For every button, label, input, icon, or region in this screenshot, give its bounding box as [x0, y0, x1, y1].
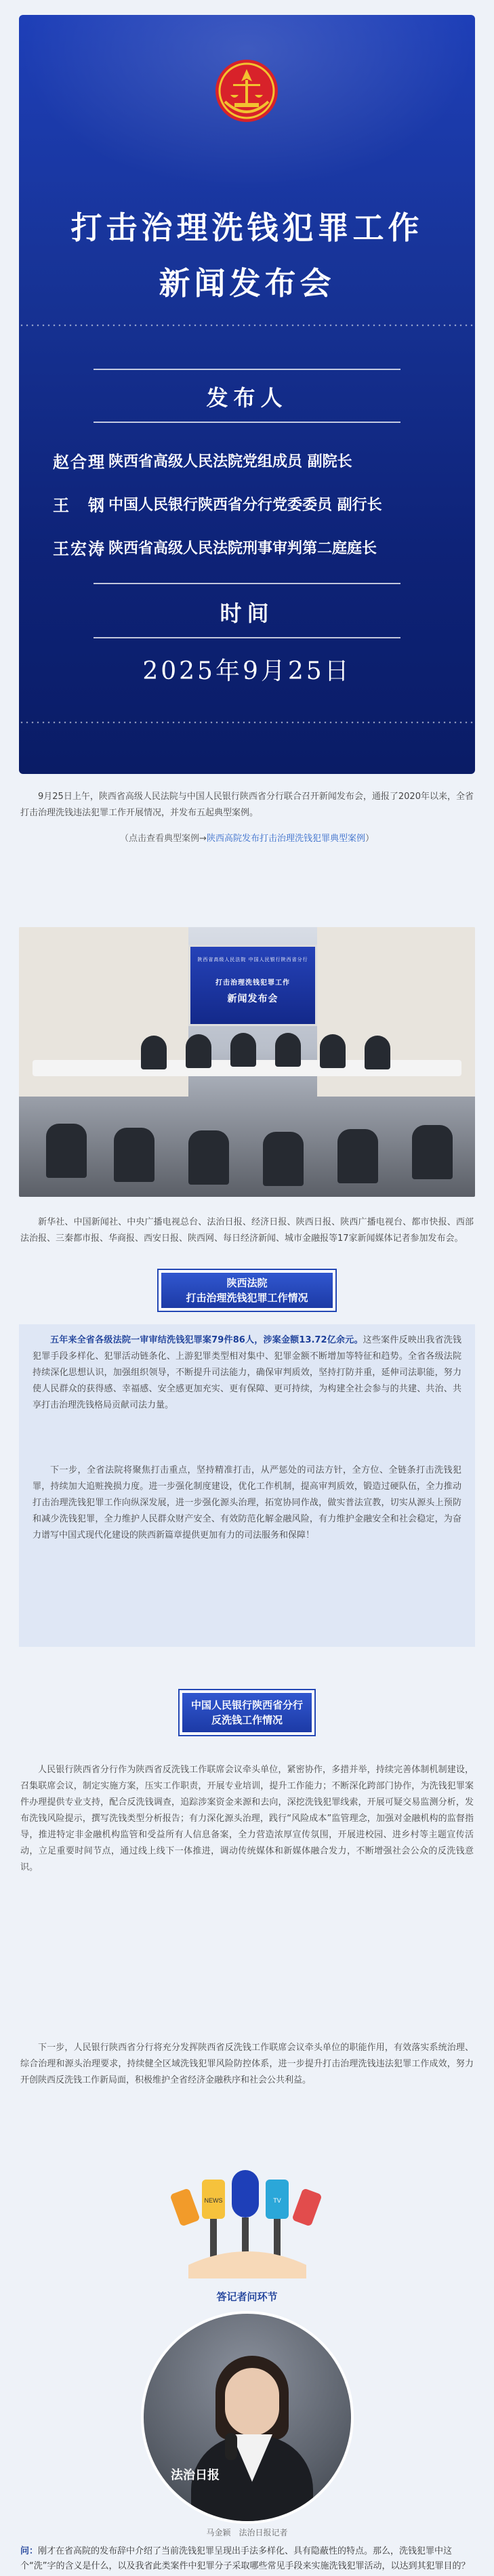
attendee	[275, 1033, 301, 1067]
press-conference-photo	[19, 927, 475, 1197]
question-label: 问：	[20, 2546, 39, 2556]
speaker-name: 王宏涛	[53, 539, 106, 558]
speakers-heading: 发布人	[206, 385, 288, 411]
divider-line	[94, 637, 400, 638]
screen-text: 陕西省高级人民法院 中国人民银行陕西省分行	[197, 957, 308, 962]
stage-screen	[188, 945, 317, 1026]
tag-line: 反洗钱工作情况	[211, 1714, 283, 1726]
speaker-title: 中国人民银行陕西省分行党委委员 副行长	[108, 496, 382, 514]
screen-text: 新闻发布会	[227, 994, 279, 1004]
speaker-title: 陕西省高级人民法院党组成员 副院长	[108, 453, 352, 470]
court-emblem-icon	[213, 57, 281, 125]
attendee	[114, 1128, 155, 1182]
event-date: 2025年9月25日	[142, 657, 352, 685]
media-logo: 法治日报	[171, 2468, 220, 2482]
attendee	[230, 1033, 256, 1067]
speaker-title: 陕西省高级人民法院刑事审判第二庭庭长	[108, 539, 377, 557]
attendee	[320, 1034, 346, 1068]
media-paragraph: 新华社、中国新闻社、中央广播电视总台、法治日报、经济日报、陕西日报、陕西广播电视台、都市快报、西部法治报、三秦都市报、华商报、西安日报、陕西网、每日经济新闻、城市金融报等17家新闻媒体记者参加发布会。	[20, 1217, 474, 1244]
court-paragraph-1-text: 这些案件反映出我省洗钱犯罪手段多样化、犯罪活动链条化、上游犯罪类型相对集中、犯罪金额不断增加等特征和趋势。全省各级法院持续深化思想认识，加强组织领导，不断提升司法能力，确保审判质效，坚持打防并重，延伸司法职能，努力使人民群众的获得感、幸福感、安全感更加充实、更有保障、更可持续，为构建全社会参与的共建、共治、共享打击治理洗钱格局贡献司法力量。	[33, 1335, 461, 1410]
hero-banner	[19, 15, 475, 774]
section-tag-court	[157, 1269, 337, 1312]
court-paragraph-1	[33, 1332, 461, 1414]
tag-line: 中国人民银行陕西省分行	[190, 1699, 303, 1711]
link-prefix: （点击查看典型案例→	[120, 834, 207, 844]
link-suffix: ）	[365, 834, 374, 844]
attendee	[263, 1132, 304, 1186]
case-link-line	[20, 831, 474, 844]
attendee	[365, 1036, 390, 1069]
section-tag-bank	[178, 1689, 316, 1736]
attendee	[188, 1130, 229, 1185]
svg-text:TV: TV	[273, 2197, 281, 2204]
court-paragraph-2: 下一步，全省法院将聚焦打击重点，坚持精准打击，从严惩处的司法方针，全方位、全链条打击洗钱犯罪，持续加大追赃挽损力度。进一步强化制度建设，优化工作机制，提高审判质效，锻造过硬队伍，全力推动打击治理洗钱犯罪工作向纵深发展，进一步强化源头治理，拓宽协同作战，做实普法宣教，切实从源头上预防和减少洗钱犯罪，全力维护人民群众财产安全、有效防范化解金融风险，有力维护金融安全和社会稳定，为奋力谱写中国式现代化建设的陕西新篇章提供更加有力的司法服务和保障！	[33, 1465, 461, 1540]
attendee	[186, 1034, 211, 1068]
reporter-portrait	[141, 2311, 354, 2524]
question-text: 刚才在省高院的发布辞中介绍了当前洗钱犯罪呈现出手法多样化、具有隐蔽性的特点。那么，洗钱犯罪中这个“洗”字的含义是什么，以及我省此类案件中犯罪分子采取哪些常见手段来实施洗钱犯罪活动，以达到其犯罪目的？	[20, 2546, 470, 2571]
speaker-name: 王 钢	[53, 495, 106, 515]
speaker-row	[53, 492, 459, 516]
dot-divider	[19, 323, 475, 329]
hero-title-line2: 新闻发布会	[159, 265, 335, 302]
divider-line	[94, 583, 400, 584]
tag-line: 陕西法院	[226, 1277, 268, 1289]
speaker-name: 赵合理	[53, 452, 106, 472]
attendee	[337, 1129, 378, 1183]
reporter-caption: 马金颖 法治日报记者	[206, 2528, 288, 2537]
attendee	[412, 1125, 453, 1179]
qa-section-caption: 答记者问环节	[216, 2291, 278, 2303]
speaker-row	[53, 535, 459, 559]
bank-paragraph-2: 下一步，人民银行陕西省分行将充分发挥陕西省反洗钱工作联席会议牵头单位的职能作用，有效落实系统治理、综合治理和源头治理要求，持续健全区域洗钱犯罪风险防控体系，进一步提升打击治理洗钱违法犯罪工作成效，努力开创陕西反洗钱工作新局面，积极维护全省经济金融秩序和社会公共利益。	[20, 2043, 474, 2085]
microphones-illustration	[161, 2163, 333, 2285]
microphone-icon	[225, 2433, 237, 2460]
divider-line	[94, 422, 400, 423]
question-paragraph	[20, 2544, 474, 2574]
reporter-face	[225, 2368, 279, 2436]
bank-paragraph-1: 人民银行陕西省分行作为陕西省反洗钱工作联席会议牵头单位，紧密协作，多措并举，持续完善体制机制建设，召集联席会议，制定实施方案，压实工作职责，开展专业培训，提升工作能力；不断深化跨部门协作，为洗钱犯罪案件办理提供专业支持，配合反洗钱调查，追踪涉案资金来源和去向，深挖洗钱犯罪线索，开展可疑交易监测分析，发布洗钱风险提示，撰写洗钱类型分析报告；有力深化源头治理，践行“风险成本”监管理念，加强对金融机构的监督指导，推进特定非金融机构监管和受益所有人信息备案，全力营造浓厚宣传氛围，开展进校园、进乡村等主题宣传活动，立足重要时间节点，通过线上线下一体推进，调动传统媒体和新媒体融合发力，不断增强社会公众的反洗钱意识。	[20, 1765, 474, 1873]
time-heading: 时间	[220, 600, 274, 626]
svg-text:NEWS: NEWS	[204, 2197, 223, 2204]
hero-title-line1: 打击治理洗钱犯罪工作	[70, 209, 424, 246]
court-key-figure: 五年来全省各级法院一审审结洗钱犯罪案79件86人，涉案金额13.72亿余元。	[50, 1335, 363, 1345]
attendee	[46, 1124, 87, 1178]
dot-divider	[19, 720, 475, 727]
attendee	[141, 1036, 167, 1069]
typical-cases-link[interactable]: 陕西高院发布打击治理洗钱犯罪典型案例	[206, 834, 365, 844]
tag-line: 打击治理洗钱犯罪工作情况	[186, 1292, 308, 1304]
divider-line	[94, 369, 400, 370]
intro-paragraph: 9月25日上午，陕西省高级人民法院与中国人民银行陕西省分行联合召开新闻发布会，通报了2020年以来，全省打击治理洗钱违法犯罪工作开展情况，并发布五起典型案例。	[20, 792, 474, 818]
speaker-row	[53, 449, 459, 472]
screen-text: 打击治理洗钱犯罪工作	[215, 979, 290, 987]
